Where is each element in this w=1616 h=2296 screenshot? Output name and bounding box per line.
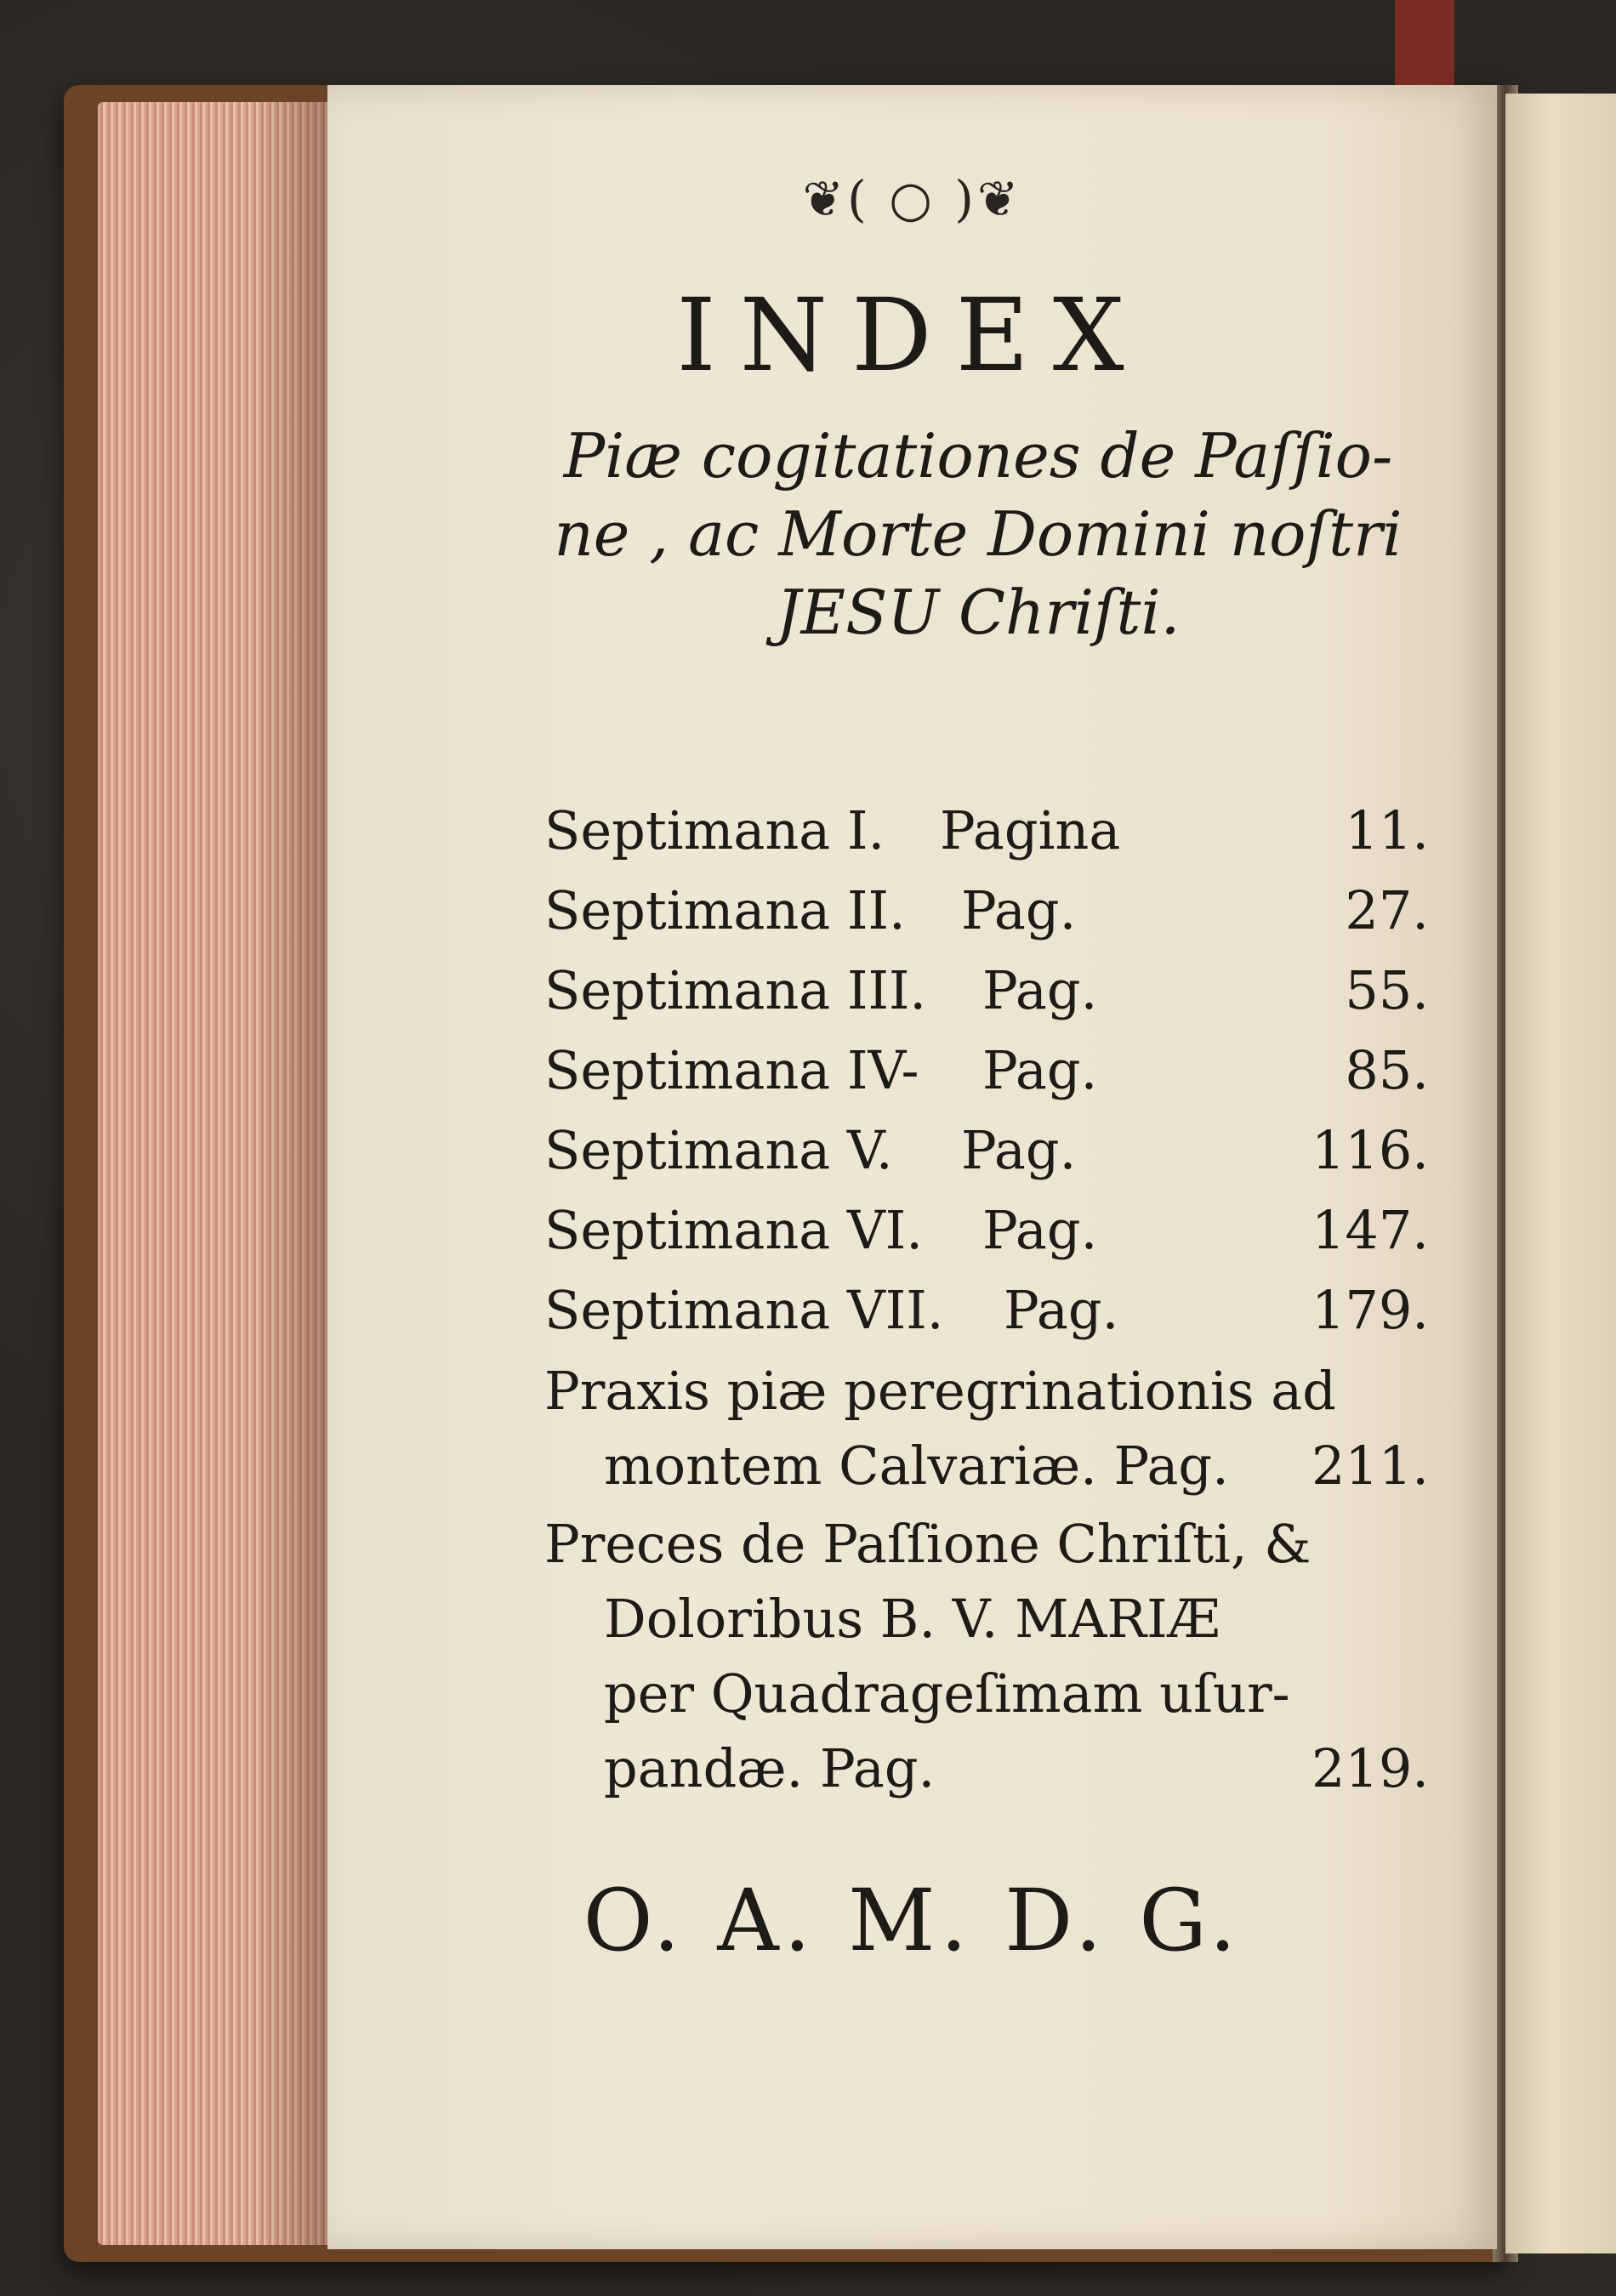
praxis-entry bbox=[544, 1354, 1429, 1503]
entry-label: Septimana VI. bbox=[544, 1199, 923, 1261]
entry-label: Septimana II. bbox=[544, 879, 906, 941]
preces-line-2: Doloribus B. V. MARIÆ bbox=[604, 1588, 1221, 1650]
entry-page-word: Pag. bbox=[1004, 1279, 1119, 1341]
page-content bbox=[327, 85, 1497, 2249]
entry-page-word: Pag. bbox=[961, 879, 1077, 941]
subtitle-line-2: ne , ac Morte Domini noſtri bbox=[554, 498, 1403, 570]
praxis-line-1: Praxis piæ peregrinationis ad bbox=[544, 1360, 1336, 1422]
index-entries bbox=[544, 791, 1429, 1806]
subtitle-line-1: Piæ cogitationes de Paſſio- bbox=[563, 420, 1393, 492]
index-entry bbox=[544, 951, 1429, 1031]
entry-page-word: Pag. bbox=[961, 1119, 1077, 1181]
header-ornament: ❦( ○ )❦ bbox=[802, 170, 1022, 228]
entry-label: Septimana I. bbox=[544, 799, 885, 861]
subtitle-line-3: JESU Chriſti. bbox=[776, 577, 1181, 648]
entry-page-number: 116. bbox=[1311, 1119, 1429, 1181]
preces-page-number: 219. bbox=[1311, 1737, 1429, 1799]
preces-line-1: Preces de Paſſione Chriſti, & bbox=[544, 1513, 1312, 1575]
entry-page-number: 85. bbox=[1345, 1039, 1429, 1101]
entry-page-word: Pagina bbox=[940, 799, 1121, 861]
index-entry bbox=[544, 1111, 1429, 1191]
entry-label: Septimana VII. bbox=[544, 1279, 944, 1341]
preces-line-4 bbox=[544, 1731, 1429, 1806]
index-entry bbox=[544, 1031, 1429, 1111]
praxis-line-2-text: montem Calvariæ. Pag. bbox=[604, 1435, 1229, 1497]
index-entry bbox=[544, 1191, 1429, 1270]
book-page bbox=[327, 85, 1497, 2249]
facing-page-edge bbox=[1505, 94, 1616, 2253]
preces-line-3: per Quadrageſimam uſur- bbox=[604, 1662, 1290, 1725]
page-title: INDEX bbox=[676, 276, 1148, 394]
entry-page-word: Pag. bbox=[982, 1199, 1098, 1261]
page-subtitle bbox=[527, 417, 1429, 651]
index-entry bbox=[544, 791, 1429, 871]
praxis-line-2 bbox=[544, 1429, 1429, 1503]
entry-page-number: 55. bbox=[1345, 959, 1429, 1021]
entry-page-number: 11. bbox=[1345, 799, 1429, 861]
praxis-page-number: 211. bbox=[1311, 1435, 1429, 1497]
entry-label: Septimana V. bbox=[544, 1119, 893, 1181]
preces-line-4-text: pandæ. Pag. bbox=[604, 1737, 936, 1799]
entry-page-word: Pag. bbox=[982, 1039, 1098, 1101]
closing-motto: O. A. M. D. G. bbox=[583, 1871, 1242, 1970]
index-entry bbox=[544, 1270, 1429, 1350]
entry-page-number: 27. bbox=[1345, 879, 1429, 941]
entry-page-word: Pag. bbox=[982, 959, 1098, 1021]
entry-page-number: 179. bbox=[1311, 1279, 1429, 1341]
index-entry bbox=[544, 871, 1429, 951]
entry-page-number: 147. bbox=[1311, 1199, 1429, 1261]
entry-label: Septimana III. bbox=[544, 959, 927, 1021]
entry-label: Septimana IV- bbox=[544, 1039, 919, 1101]
page-edges-shadow bbox=[255, 102, 332, 2245]
ribbon-bookmark bbox=[1395, 0, 1454, 94]
preces-entry bbox=[544, 1507, 1429, 1806]
